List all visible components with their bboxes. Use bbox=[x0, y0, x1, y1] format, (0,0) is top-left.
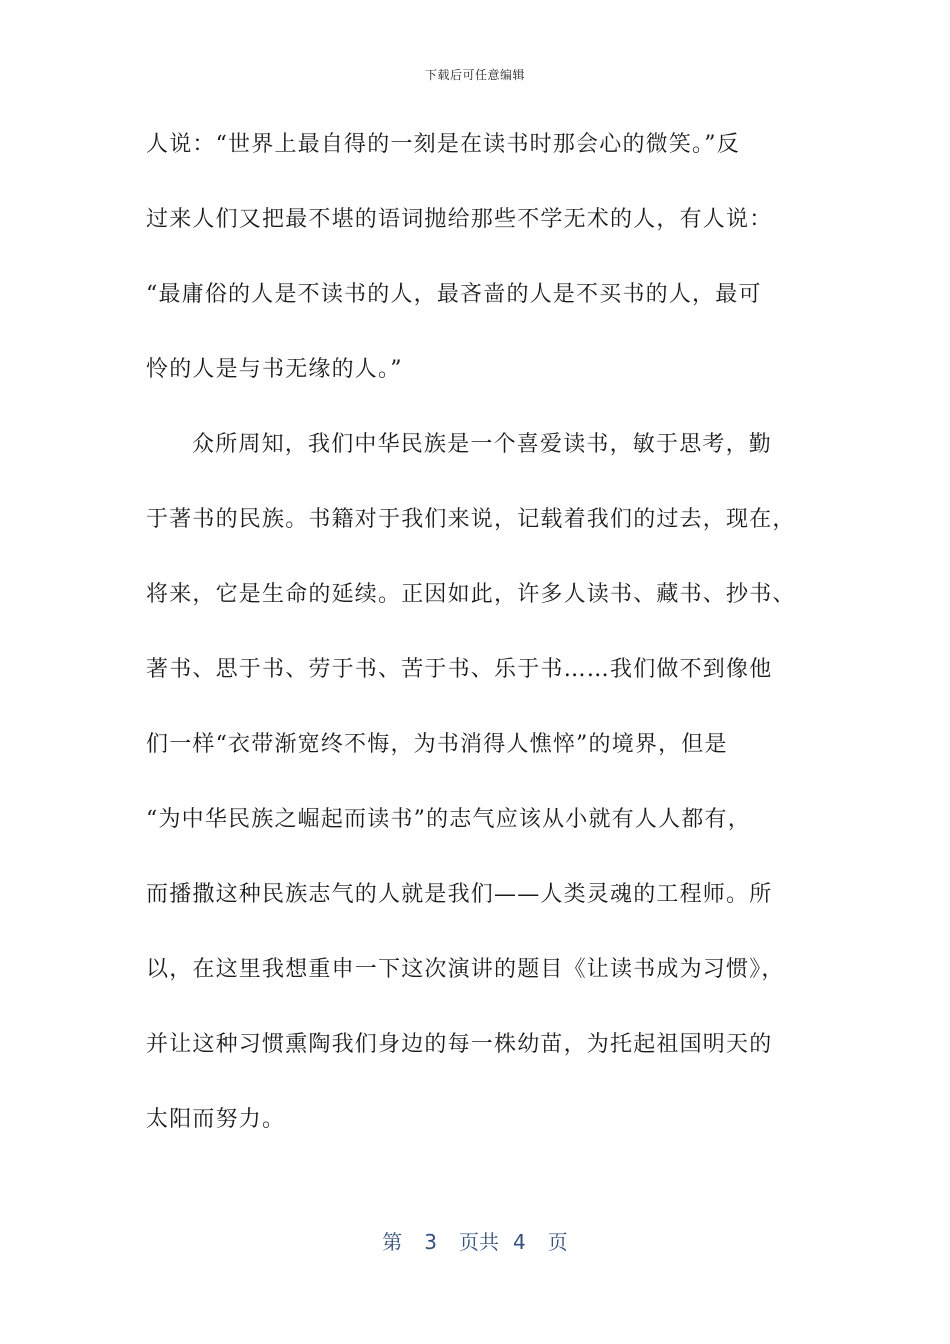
text-line: 人说：“世界上最自得的一刻是在读书时那会心的微笑。”反 bbox=[146, 132, 740, 157]
text-line: “最庸俗的人是不读书的人，最吝啬的人是不买书的人，最可 bbox=[146, 282, 762, 307]
text-line: 而播撒这种民族志气的人就是我们——人类灵魂的工程师。所 bbox=[146, 882, 773, 907]
text-line: 著书、思于书、劳于书、苦于书、乐于书……我们做不到像他 bbox=[146, 657, 773, 682]
page-mid-label: 页共 bbox=[459, 1230, 499, 1254]
text-line: “为中华民族之崛起而读书”的志气应该从小就有人人都有， bbox=[146, 807, 751, 832]
text-line: 并让这种习惯熏陶我们身边的每一株幼苗，为托起祖国明天的 bbox=[146, 1032, 773, 1057]
text-line: 怜的人是与书无缘的人。” bbox=[146, 357, 403, 382]
page-prefix: 第 bbox=[382, 1230, 403, 1254]
text-line: 将来，它是生命的延续。正因如此，许多人读书、藏书、抄书、 bbox=[146, 582, 796, 607]
text-line: 于著书的民族。书籍对于我们来说，记载着我们的过去，现在， bbox=[146, 507, 796, 532]
current-page-number: 3 bbox=[424, 1230, 437, 1254]
page-suffix: 页 bbox=[547, 1230, 568, 1254]
text-line-paragraph-start: 众所周知，我们中华民族是一个喜爱读书，敏于思考，勤 bbox=[192, 432, 773, 457]
text-line: 过来人们又把最不堪的语词抛给那些不学无术的人，有人说： bbox=[146, 207, 773, 232]
text-line: 太阳而努力。 bbox=[146, 1107, 286, 1132]
header-note: 下载后可任意编辑 bbox=[424, 68, 525, 82]
total-pages-number: 4 bbox=[513, 1230, 526, 1254]
text-line: 们一样“衣带渐宽终不悔，为书消得人憔悴”的境界，但是 bbox=[146, 732, 728, 757]
page-number-footer bbox=[0, 1226, 950, 1255]
text-line: 以，在这里我想重申一下这次演讲的题目《让读书成为习惯》， bbox=[146, 957, 785, 982]
